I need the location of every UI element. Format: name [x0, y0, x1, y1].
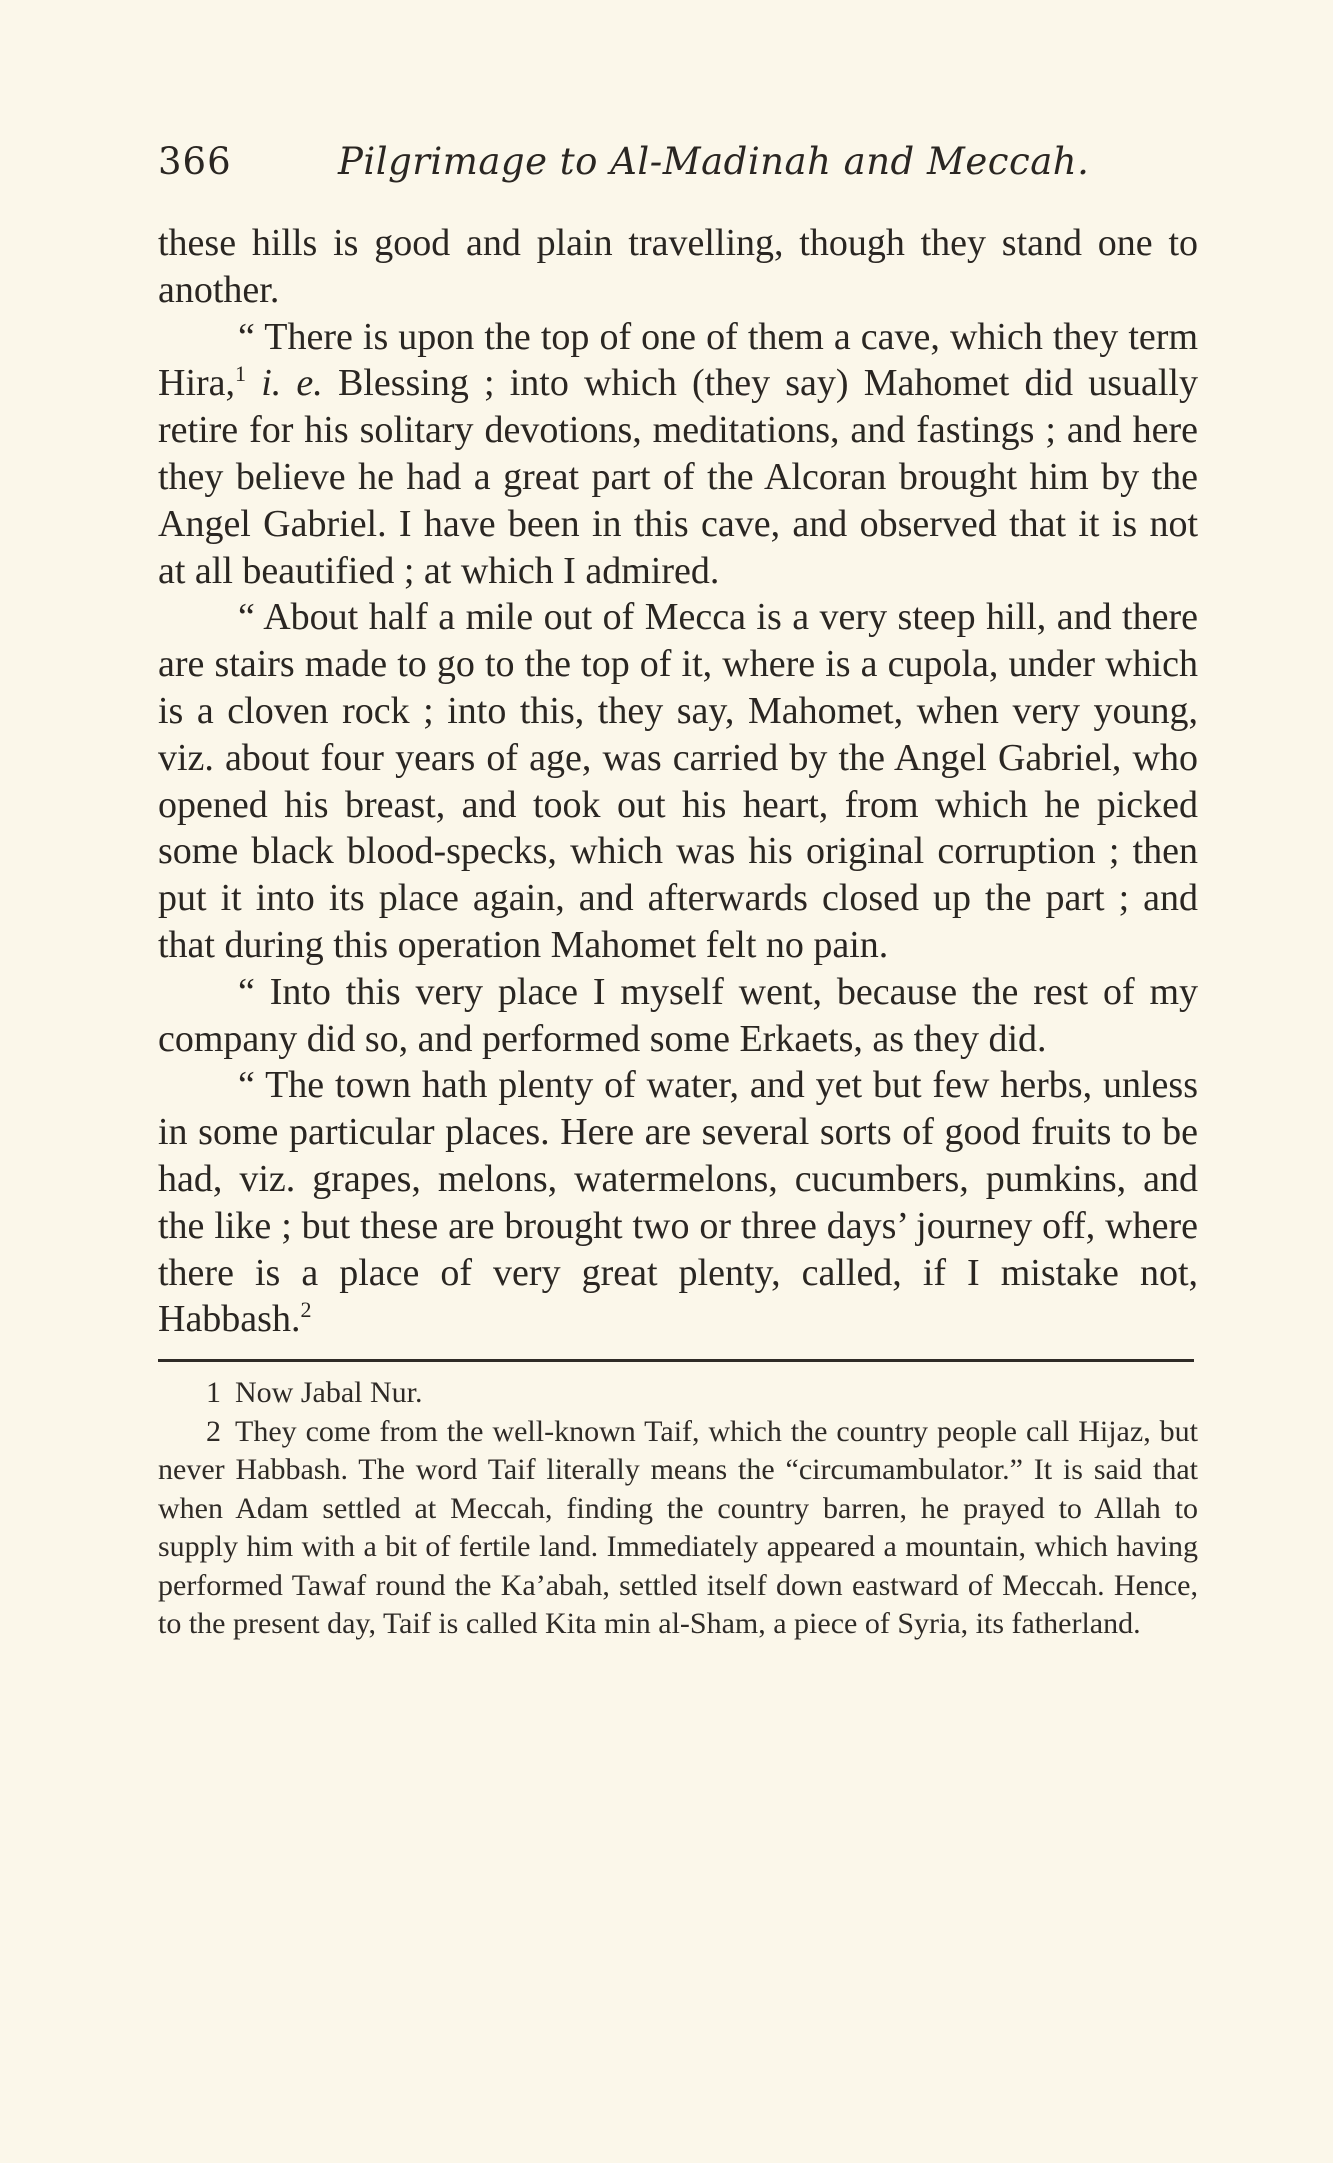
italic-abbrev: i. e.	[246, 362, 323, 405]
paragraph-text: “ The town hath plenty of water, and yet but few herbs, unless in some particular places. Here are several sorts of good fruits to be had, viz. grapes, melons, watermelons, cucumbers, pumkins, and the like ; but these are brought two or three days’ journey off, where there is a place of very great plenty, called, if I mistake not, Habbash.	[158, 1064, 1198, 1341]
body-text	[158, 220, 1198, 1343]
running-title: Pilgrimage to Al-Madinah and Meccah.	[338, 140, 1090, 183]
running-head	[158, 140, 1198, 200]
paragraph	[158, 969, 1198, 1063]
footnote-text: Now Jabal Nur.	[235, 1376, 423, 1410]
paragraph-text: “ Into this very place I myself went, because the rest of my company did so, and performed some Erkaets, as they did.	[158, 970, 1198, 1060]
footnote	[158, 1374, 1198, 1413]
paragraph-text: “ There is upon the top of one of them a cave, which they term Hira,	[158, 315, 1198, 405]
paragraph	[158, 1062, 1198, 1343]
paragraph-text: these hills is good and plain travelling, though they stand one to another.	[158, 222, 1198, 311]
paragraph-text: “ About half a mile out of Mecca is a very steep hill, and there are stairs made to go to the top of it, where is a cupola, under which is a cloven rock ; into this, they say, Mahomet, when very young, viz. about four years of age, was carried by the Angel Gabriel, who opened his breast, and took out his heart, from which he picked some black blood-specks, which was his original corruption ; then put it into its place again, and afterwards closed up the part ; and that during this operation Mahomet felt no pain.	[158, 596, 1198, 966]
footnote-text: They come from the well-known Taif, which the country people call Hijaz, but never Habbash. The word Taif literally means the “circumambulator.” It is said that when Adam settled at Meccah, finding the country barren, he prayed to Allah to supply him with a bit of fertile land. Immediately appeared a mountain, which having performed Tawaf round the Ka’abah, settled itself down eastward of Meccah. Hence, to the present day, Taif is called Kita min al-Sham, a piece of Syria, its fatherland.	[158, 1414, 1198, 1641]
paragraph-text: Blessing ; into which (they say) Mahomet did usually retire for his solitary devotions, meditations, and fastings ; and here they believe he had a great part of the Alcoran brought him by the Angel Gabriel. I have been in this cave, and observed that it is not at all beautified ; at which I admired.	[158, 362, 1198, 592]
page-number: 366	[158, 140, 232, 183]
footnote-number: 2	[206, 1414, 221, 1448]
footnote-ref[interactable]: 2	[300, 1297, 312, 1323]
paragraph	[158, 314, 1198, 595]
paragraph	[158, 220, 1198, 314]
footnote	[158, 1413, 1198, 1644]
footnote-number: 1	[206, 1376, 221, 1410]
footnote-ref[interactable]: 1	[235, 361, 247, 387]
footnote-divider	[158, 1359, 1194, 1362]
footnotes	[158, 1374, 1198, 1644]
book-page	[158, 140, 1198, 1644]
paragraph	[158, 594, 1198, 968]
